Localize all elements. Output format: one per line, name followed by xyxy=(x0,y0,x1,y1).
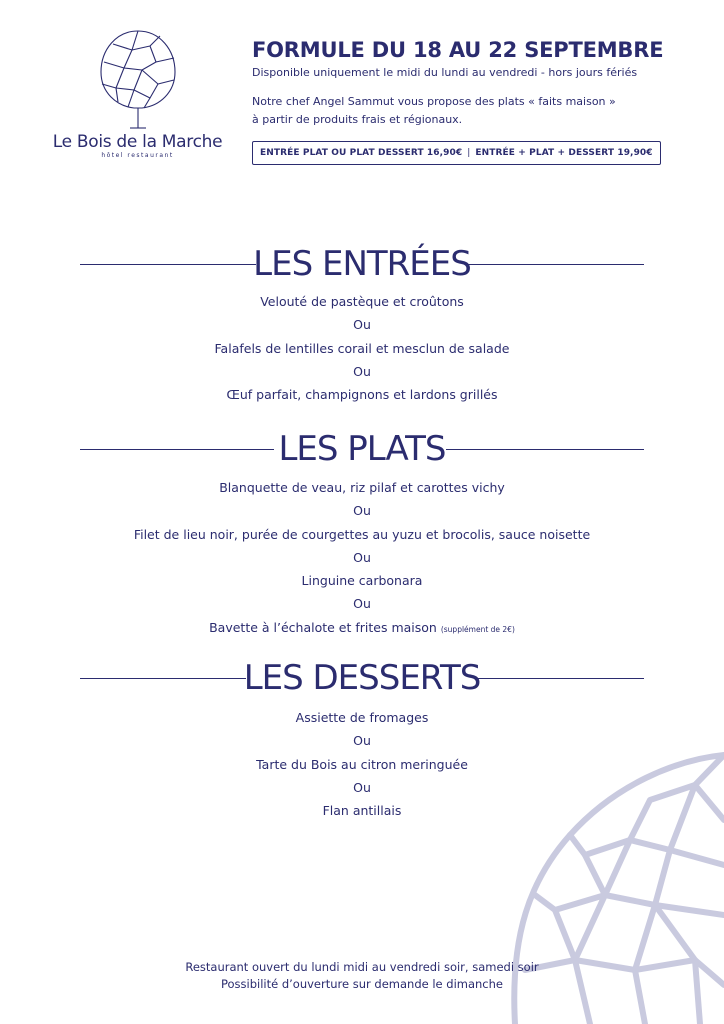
section-title: LES ENTRÉES xyxy=(253,244,471,284)
menu-item: Blanquette de veau, riz pilaf et carottes vichy xyxy=(219,480,505,495)
section-items-plats xyxy=(0,476,724,641)
menu-item: Assiette de fromages xyxy=(295,710,429,725)
menu-item: Velouté de pastèque et croûtons xyxy=(260,294,464,309)
section-header-plats xyxy=(0,429,724,469)
menu-item-text: Bavette à l’échalote et frites maison xyxy=(209,619,437,635)
section-title: LES PLATS xyxy=(278,429,446,469)
section-header-entrees xyxy=(0,244,724,284)
tree-logo-icon xyxy=(98,28,178,132)
availability-text: Disponible uniquement le midi du lundi au vendredi - hors jours fériés xyxy=(252,66,638,79)
supplement-note: (supplément de 2€) xyxy=(440,624,515,634)
divider-line xyxy=(468,264,644,265)
price-separator: | xyxy=(467,148,471,158)
or-separator: Ou xyxy=(353,549,371,565)
price-box xyxy=(252,141,661,165)
footer-line-1: Restaurant ouvert du lundi midi au vendredi soir, samedi soir xyxy=(185,960,539,974)
or-separator: Ou xyxy=(353,363,371,379)
or-separator: Ou xyxy=(353,733,371,749)
logo-subtitle: hôtel restaurant xyxy=(101,152,174,159)
footer-line-2: Possibilité d’ouverture sur demande le dimanche xyxy=(220,977,503,991)
menu-item: Falafels de lentilles corail et mesclun de salade xyxy=(214,340,510,356)
menu-item: Œuf parfait, champignons et lardons grillés xyxy=(226,387,498,403)
section-header-desserts xyxy=(0,658,724,698)
divider-line xyxy=(474,678,644,679)
logo-name: Le Bois de la Marche xyxy=(52,132,223,152)
menu-item-with-note xyxy=(0,616,724,641)
menu-item: Tarte du Bois au citron meringuée xyxy=(256,756,468,772)
section-items-entrees xyxy=(0,290,724,406)
restaurant-logo xyxy=(50,28,225,178)
menu-item: Filet de lieu noir, purée de courgettes au yuzu et brocolis, sauce noisette xyxy=(133,526,591,542)
formula-header xyxy=(252,38,692,165)
or-separator: Ou xyxy=(353,317,371,333)
opening-hours-footer xyxy=(0,959,724,993)
or-separator: Ou xyxy=(353,596,371,612)
or-separator: Ou xyxy=(353,779,371,795)
chef-line-2: à partir de produits frais et régionaux. xyxy=(252,113,463,126)
chef-line-1: Notre chef Angel Sammut vous propose des plats « faits maison » xyxy=(252,95,616,108)
section-title: LES DESSERTS xyxy=(243,658,481,698)
price-option-1: ENTRÉE PLAT OU PLAT DESSERT 16,90€ xyxy=(260,148,463,158)
or-separator: Ou xyxy=(353,503,371,519)
price-option-2: ENTRÉE + PLAT + DESSERT 19,90€ xyxy=(475,148,653,158)
menu-item: Flan antillais xyxy=(322,803,402,819)
menu-item: Linguine carbonara xyxy=(301,573,423,589)
formula-title: FORMULE DU 18 AU 22 SEPTEMBRE xyxy=(252,38,664,62)
divider-line xyxy=(446,449,644,450)
